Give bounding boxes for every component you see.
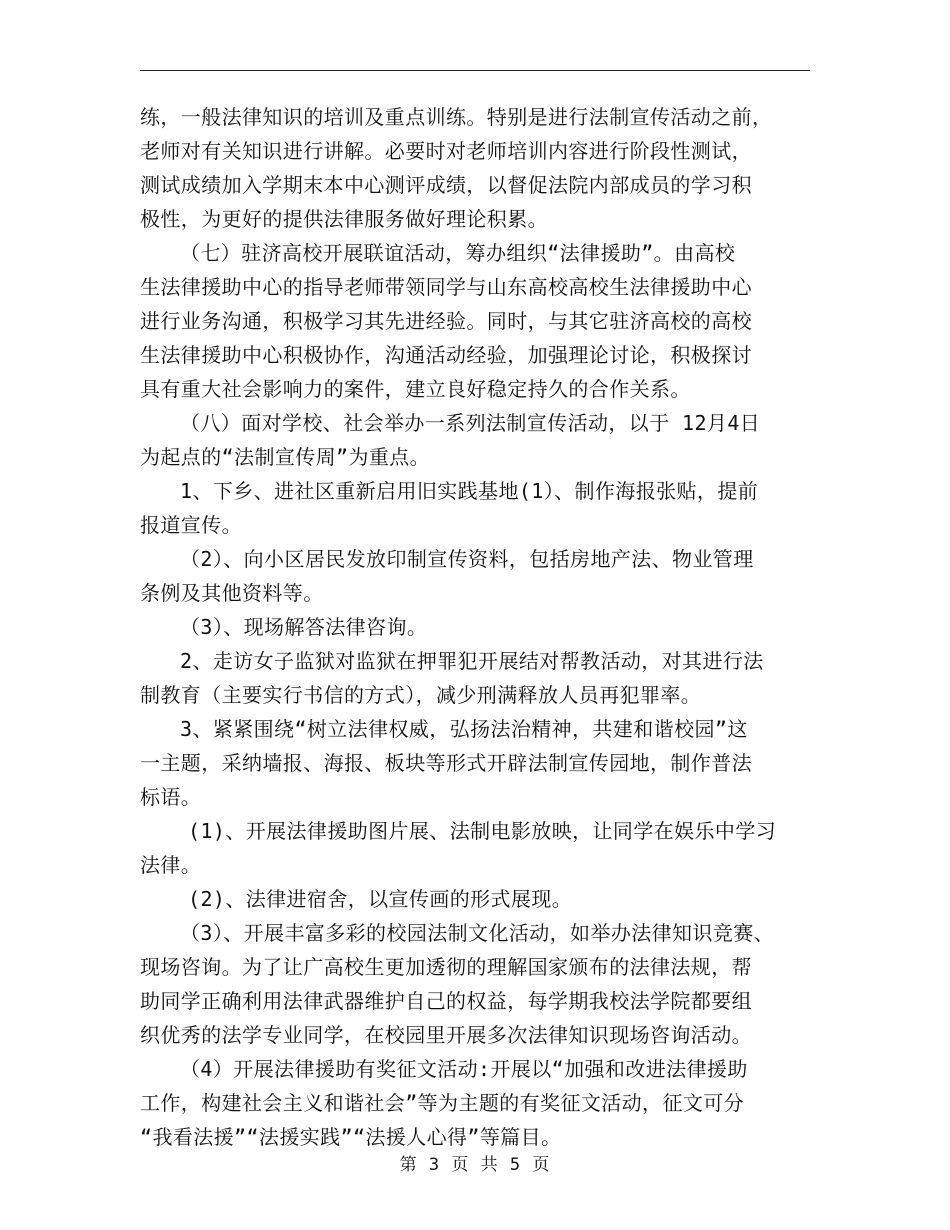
text-line: 测试成绩加入学期末本中心测评成绩，以督促法院内部成员的学习积 [140, 173, 752, 197]
text-line: 为起点的“法制宣传周”为重点。 [140, 445, 431, 469]
text-line: 进行业务沟通，积极学习其先进经验。同时，与其它驻济高校的高校 [140, 309, 752, 333]
text-line: “我看法援”“法援实践”“法援人心得”等篇目。 [140, 1125, 562, 1149]
text-line: 现场咨询。为了让广高校生更加透彻的理解国家颁布的法律法规，帮 [140, 955, 752, 979]
text-line: 一主题，采纳墙报、海报、板块等形式开辟法制宣传园地，制作普法 [140, 751, 752, 775]
text-line: 条例及其他资料等。 [140, 581, 324, 605]
text-line: 生法律援助中心的指导老师带领同学与山东高校高校生法律援助中心 [140, 275, 752, 299]
text-line: 报道宣传。 [140, 513, 242, 537]
text-line: （2）、向小区居民发放印制宣传资料，包括房地产法、物业管理 [180, 547, 754, 571]
body-text [140, 100, 810, 1154]
text-line: 织优秀的法学专业同学，在校园里开展多次法律知识现场咨询活动。 [140, 1023, 752, 1047]
text-line: 制教育（主要实行书信的方式），减少刑满释放人员再犯罪率。 [140, 683, 702, 707]
text-line: （3）、开展丰富多彩的校园法制文化活动，如举办法律知识竞赛、 [180, 921, 775, 945]
text-line: 助同学正确利用法律武器维护自己的权益，每学期我校法学院都要组 [140, 989, 752, 1013]
text-line: 3、紧紧围绕“树立法律权威，弘扬法治精神，共建和谐校园”这 [180, 717, 748, 741]
text-line: (1)、开展法律援助图片展、法制电影放映，让同学在娱乐中学习 [188, 819, 777, 843]
text-line: 法律。 [140, 853, 202, 877]
text-line: 工作，构建社会主义和谐社会”等为主题的有奖征文活动，征文可分 [140, 1091, 745, 1115]
text-line: 老师对有关知识进行讲解。必要时对老师培训内容进行阶段性测试， [140, 139, 752, 163]
text-line: 1、下乡、进社区重新启用旧实践基地(1）、制作海报张贴，提前 [180, 479, 759, 503]
text-line: 2、走访女子监狱对监狱在押罪犯开展结对帮教活动，对其进行法 [180, 649, 764, 673]
text-line: （3）、现场解答法律咨询。 [180, 615, 428, 639]
text-line: 具有重大社会影响力的案件，建立良好稳定持久的合作关系。 [140, 377, 691, 401]
text-line: 练，一般法律知识的培训及重点训练。特别是进行法制宣传活动之前， [140, 105, 773, 129]
text-line: 生法律援助中心积极协作，沟通活动经验，加强理论讨论，积极探讨 [140, 343, 752, 367]
text-line: （七）驻济高校开展联谊活动，筹办组织“法律援助”。由高校 [180, 241, 736, 265]
text-line: 标语。 [140, 785, 202, 809]
text-line: （4）开展法律援助有奖征文活动:开展以“加强和改进法律援助 [180, 1057, 748, 1081]
text-line: (2)、法律进宿舍，以宣传画的形式展现。 [188, 887, 573, 911]
text-line: （八）面对学校、社会举办一系列法制宣传活动，以于 12月4日 [180, 411, 761, 435]
header-rule [140, 70, 810, 71]
page-footer: 第 3 页 共 5 页 [399, 1155, 551, 1175]
text-line: 极性，为更好的提供法律服务做好理论积累。 [140, 207, 548, 231]
